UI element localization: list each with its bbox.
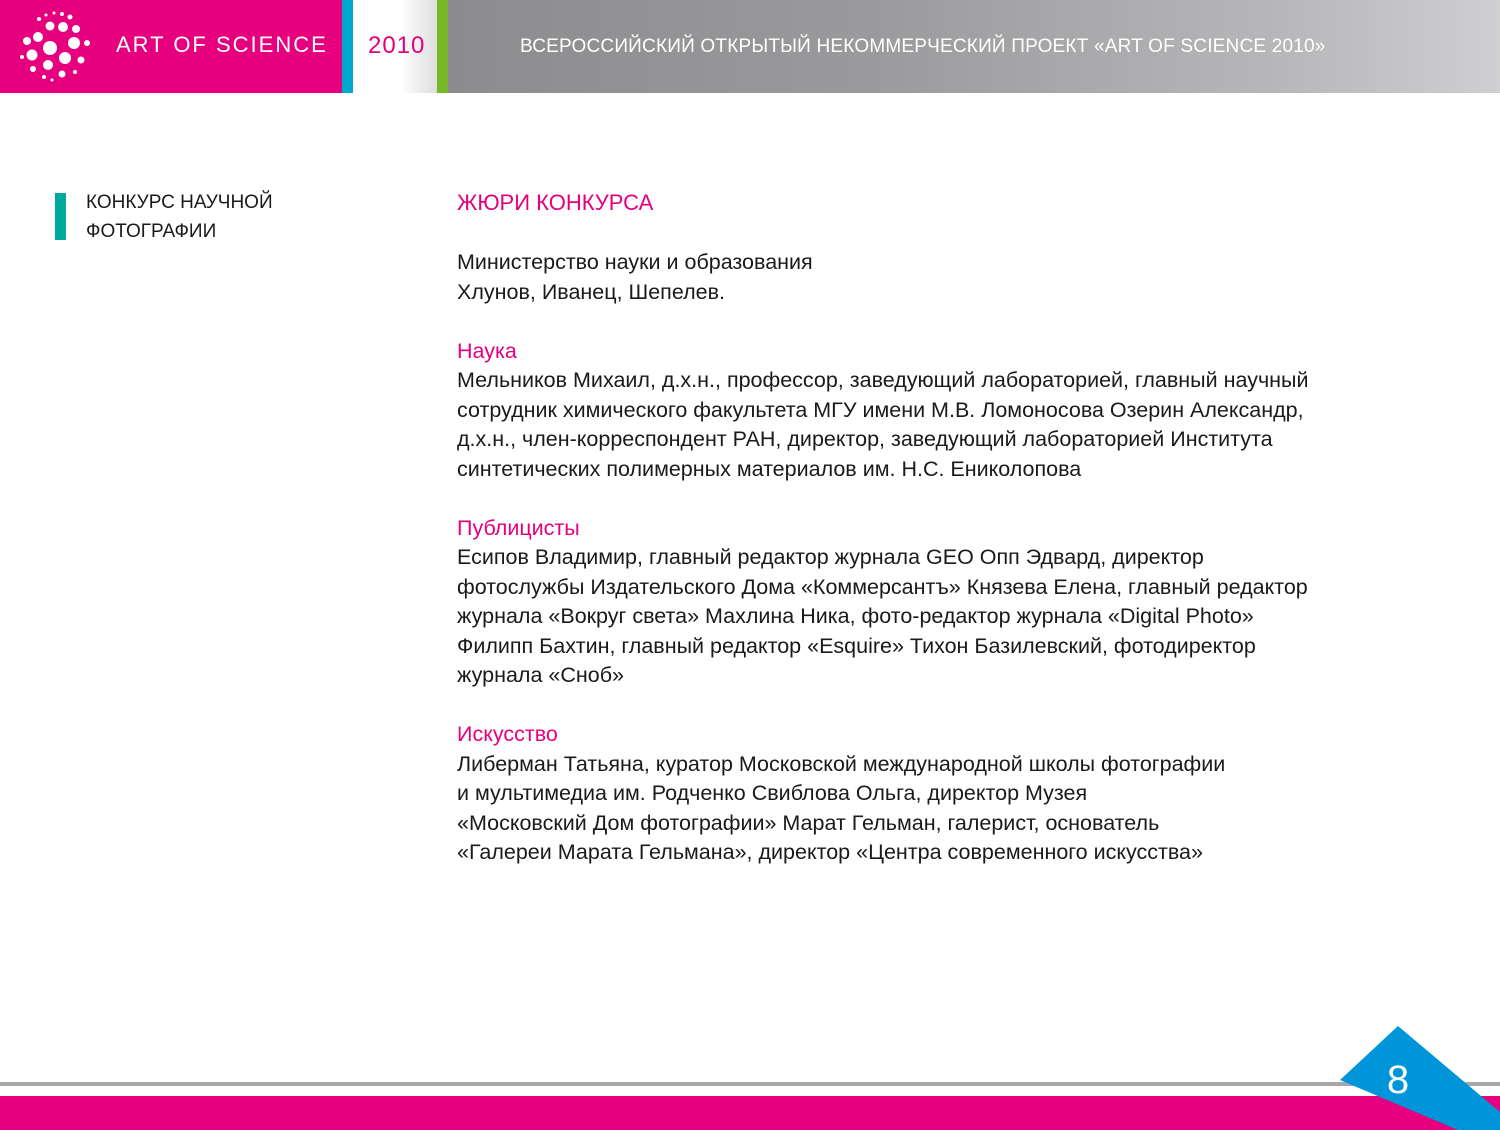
- text-line: журнала «Вокруг света» Махлина Ника, фото-редактор журнала «Digital Photo»: [457, 604, 1254, 628]
- logo-block: [0, 0, 342, 93]
- jury-content: [457, 188, 1457, 897]
- section-label-line: ФОТОГРАФИИ: [86, 221, 217, 242]
- project-title: ВСЕРОССИЙСКИЙ ОТКРЫТЫЙ НЕКОММЕРЧЕСКИЙ ПРОЕКТ «ART OF SCIENCE 2010»: [520, 36, 1326, 57]
- footer-pink-band: [0, 1096, 1500, 1130]
- page-heading: ЖЮРИ КОНКУРСА: [457, 190, 654, 215]
- page-number: 8: [1386, 1058, 1410, 1102]
- section-label: [86, 188, 346, 246]
- science-title: Наука: [457, 338, 517, 363]
- art-text: [457, 750, 1457, 868]
- section-label-line: КОНКУРС НАУЧНОЙ: [86, 192, 273, 213]
- ministry-text: [457, 248, 1457, 307]
- publicists-text: [457, 543, 1457, 691]
- text-line: Хлунов, Иванец, Шепелев.: [457, 279, 725, 304]
- text-line: журнала «Сноб»: [457, 663, 624, 687]
- text-line: синтетических полимерных материалов им. Н.С. Ениколопова: [457, 456, 1082, 481]
- science-block: [457, 337, 1457, 485]
- text-line: Филипп Бахтин, главный редактор «Esquire» Тихон Базилевский, фотодиректор: [457, 633, 1256, 658]
- brand-name: ART OF SCIENCE: [116, 32, 328, 57]
- title-bar: [448, 0, 1500, 93]
- text-line: Есипов Владимир, главный редактор журнала GEO Опп Эдвард, директор: [457, 545, 1204, 569]
- publicists-block: [457, 514, 1457, 691]
- section-accent-bar: [55, 193, 66, 240]
- dots-logo-icon: [18, 10, 92, 82]
- text-line: фотослужбы Издательского Дома «Коммерсантъ» Князева Елена, главный редактор: [457, 574, 1308, 599]
- science-text: [457, 366, 1457, 484]
- text-line: д.х.н., член-корреспондент РАН, директор, заведующий лабораторией Института: [457, 427, 1273, 451]
- text-line: Мельников Михаил, д.х.н., профессор, заведующий лабораторией, главный научный: [457, 368, 1309, 392]
- year-label: 2010: [368, 32, 426, 59]
- text-line: и мультимедиа им. Родченко Свиблова Ольга, директор Музея: [457, 781, 1088, 805]
- publicists-title: Публицисты: [457, 515, 580, 540]
- text-line: Либерман Татьяна, куратор Московской международной школы фотографии: [457, 751, 1226, 776]
- header-banner: [0, 0, 1500, 93]
- art-block: [457, 720, 1457, 868]
- ministry-block: [457, 248, 1457, 307]
- cyan-stripe: [342, 0, 353, 93]
- green-stripe: [437, 0, 448, 93]
- footer-gray-line: [0, 1082, 1500, 1086]
- text-line: «Галереи Марата Гельмана», директор «Центра современного искусства»: [457, 840, 1203, 864]
- text-line: «Московский Дом фотографии» Марат Гельман, галерист, основатель: [457, 810, 1160, 835]
- text-line: Министерство науки и образования: [457, 250, 813, 274]
- art-title: Искусство: [457, 722, 558, 746]
- text-line: сотрудник химического факультета МГУ имени М.В. Ломоносова Озерин Александр,: [457, 397, 1304, 422]
- year-block: [353, 0, 437, 93]
